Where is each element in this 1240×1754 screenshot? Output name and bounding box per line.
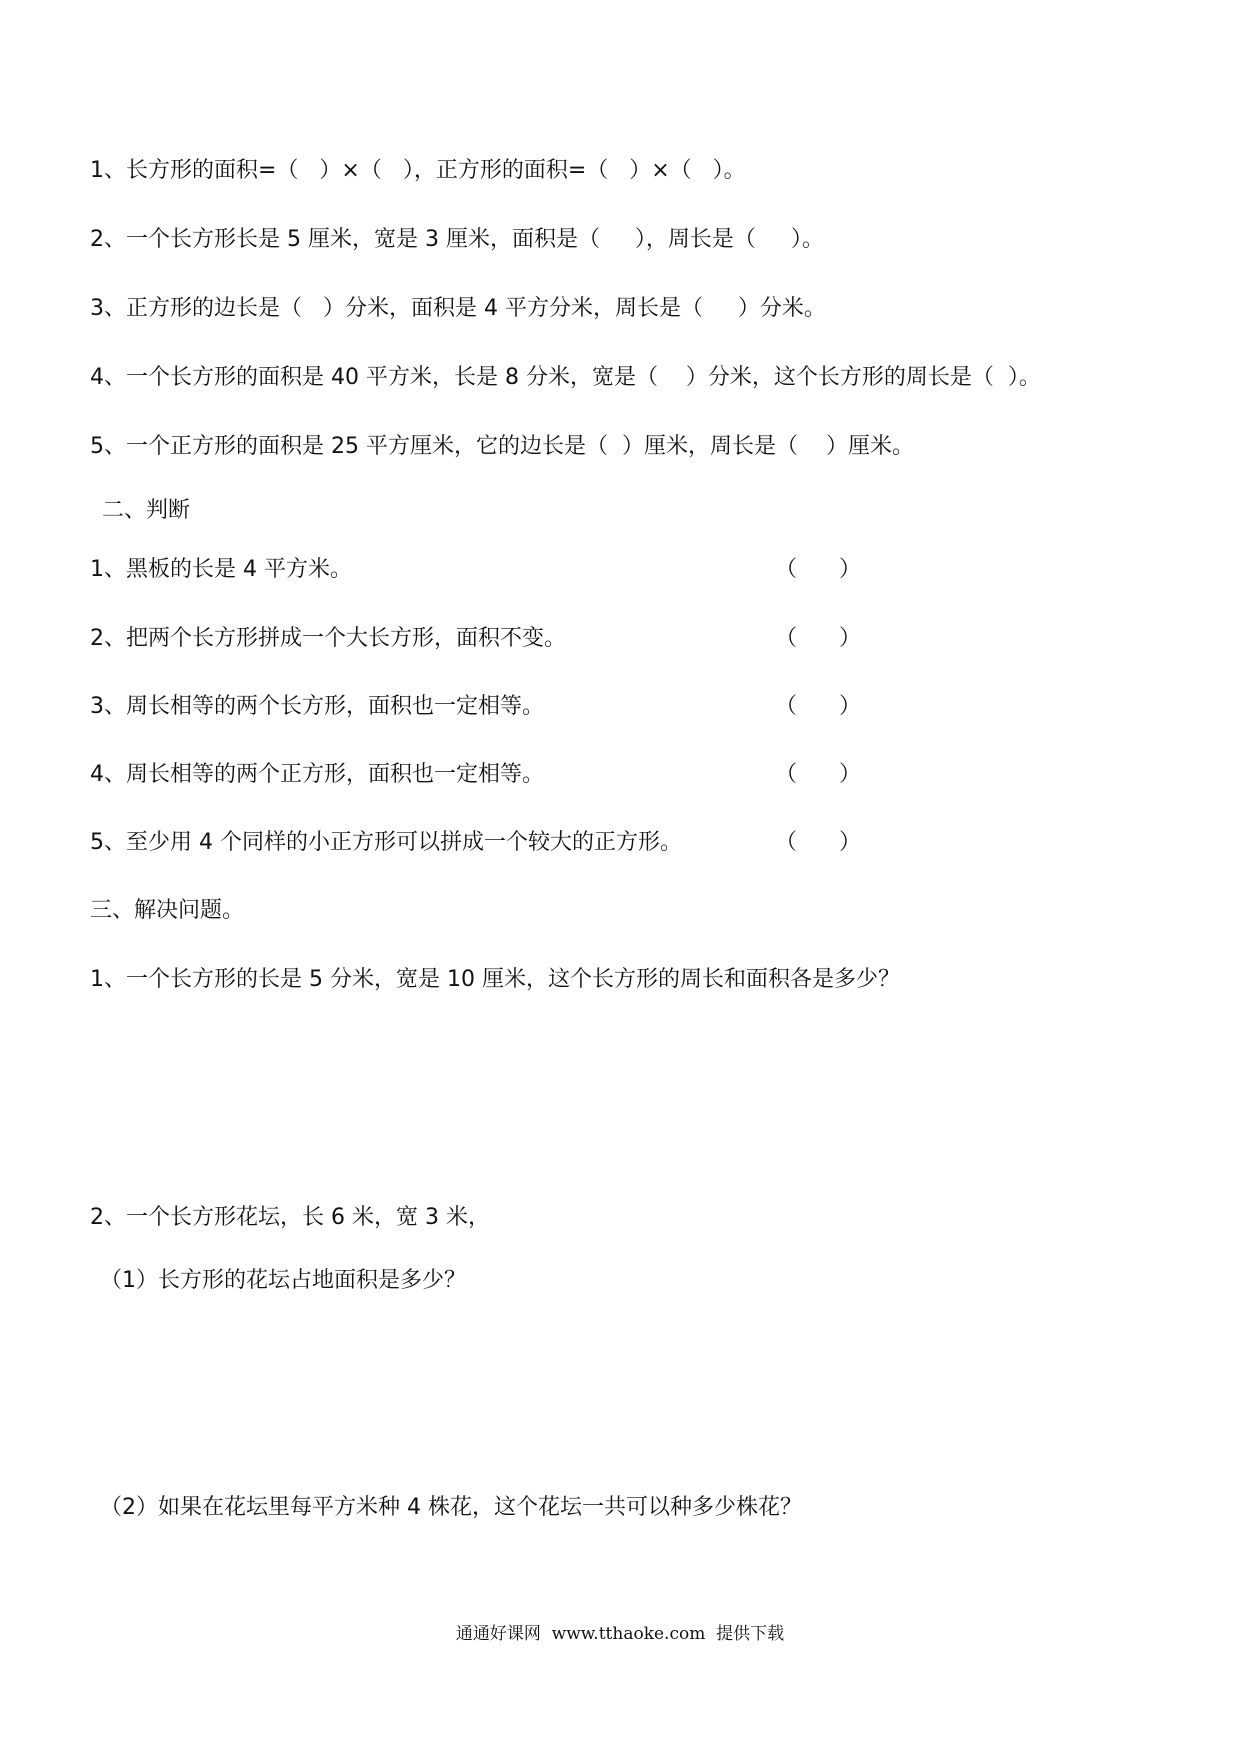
fill-question-2: 2、一个长方形长是 5 厘米，宽是 3 厘米，面积是（ ），周长是（ ）。: [90, 227, 824, 252]
judge-item-4: 4、周长相等的两个正方形，面积也一定相等。: [90, 762, 544, 787]
judge-answer-paren-2: （ ）: [775, 626, 861, 651]
judge-item-3: 3、周长相等的两个长方形，面积也一定相等。: [90, 694, 544, 719]
fill-question-4: 4、一个长方形的面积是 40 平方米，长是 8 分米，宽是（ ）分米，这个长方形的周长是（ ）。: [90, 365, 1041, 390]
page-footer: 通通好课网 www.tthaoke.com 提供下载: [455, 1624, 785, 1644]
solve-question-2: 2、一个长方形花坛，长 6 米，宽 3 米，: [90, 1205, 490, 1230]
solve-question-1: 1、一个长方形的长是 5 分米，宽是 10 厘米，这个长方形的周长和面积各是多少？: [90, 967, 900, 992]
judge-answer-paren-1: （ ）: [775, 557, 861, 582]
judge-answer-paren-4: （ ）: [775, 762, 861, 787]
solve-heading: 三、解决问题。: [90, 898, 245, 923]
solve-question-2-sub-1: （1）长方形的花坛占地面积是多少？: [100, 1268, 466, 1293]
fill-question-5: 5、一个正方形的面积是 25 平方厘米，它的边长是（ ）厘米，周长是（ ）厘米。: [90, 434, 914, 459]
fill-question-1: 1、长方形的面积=（ ）×（ ），正方形的面积=（ ）×（ ）。: [90, 158, 746, 183]
solve-question-2-sub-2: （2）如果在花坛里每平方米种 4 株花，这个花坛一共可以种多少株花？: [100, 1495, 802, 1520]
judge-item-5: 5、至少用 4 个同样的小正方形可以拼成一个较大的正方形。: [90, 830, 682, 855]
judge-item-1: 1、黑板的长是 4 平方米。: [90, 557, 352, 582]
judge-answer-paren-3: （ ）: [775, 694, 861, 719]
fill-question-3: 3、正方形的边长是（ ）分米，面积是 4 平方分米，周长是（ ）分米。: [90, 296, 826, 321]
judge-item-2: 2、把两个长方形拼成一个大长方形，面积不变。: [90, 626, 566, 651]
judge-heading: 二、判断: [102, 498, 191, 523]
judge-answer-paren-5: （ ）: [775, 830, 861, 855]
